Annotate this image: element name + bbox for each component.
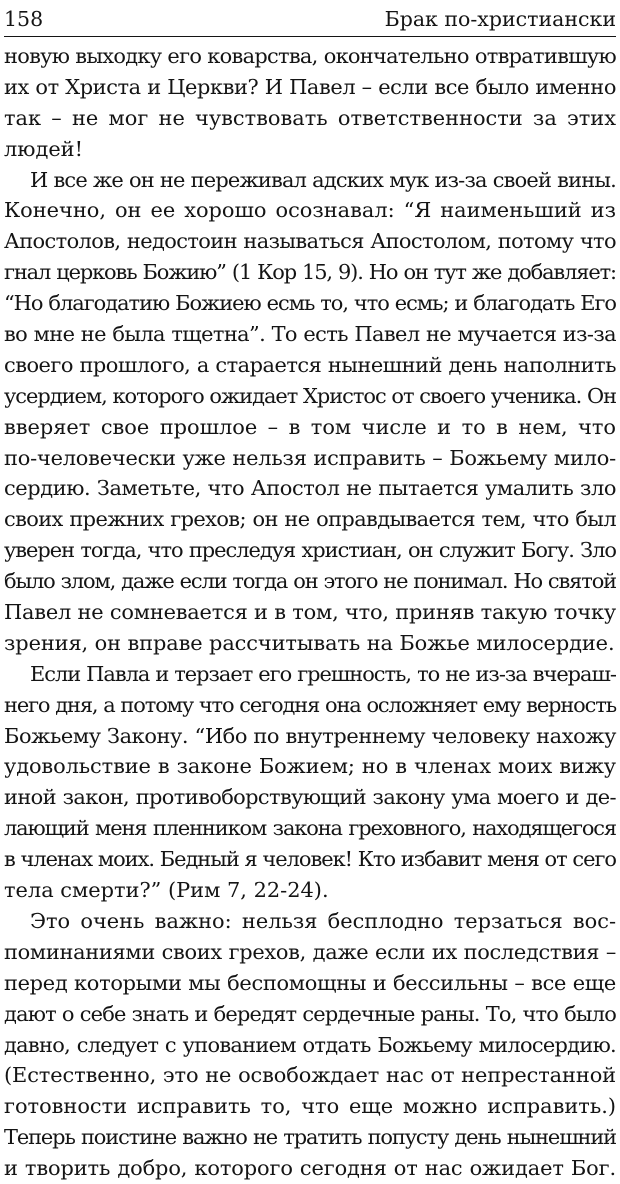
text-line: Павел не сомневается и в том, что, приняв такую точку	[4, 600, 616, 625]
text-line: иной закон, противоборствующий закону ума моего и де-	[4, 785, 616, 810]
text-line: так – не мог не чувствовать ответственности за этих	[4, 105, 616, 130]
text-line: удовольствие в законе Божием; но в членах моих вижу	[4, 754, 616, 779]
text-line: него дня, а потому что сегодня она осложняет ему верность	[4, 692, 616, 717]
body-text	[4, 41, 616, 1184]
running-title: Брак по-христиански	[384, 7, 616, 31]
text-line: готовности исправить то, что еще можно исправить.)	[4, 1094, 616, 1119]
page-number: 158	[4, 7, 44, 31]
text-line: и творить добро, которого сегодня от нас ожидает Бог.	[4, 1156, 616, 1181]
text-line: своего прошлого, а старается нынешний день наполнить	[4, 352, 616, 377]
text-line: “Но благодатию Божиею есмь то, что есмь; и благодать Его	[4, 291, 616, 316]
text-line: (Естественно, это не освобождает нас от непрестанной	[4, 1063, 616, 1088]
text-line: Божьему Закону. “Ибо по внутреннему человеку нахожу	[4, 723, 616, 748]
text-line: тела смерти?” (Рим 7, 22-24).	[4, 878, 329, 903]
text-line: своих прежних грехов; он не оправдывается тем, что был	[4, 507, 616, 532]
text-line: вверяет свое прошлое – в том числе и то в нем, что	[4, 414, 616, 439]
text-line: усердием, которого ожидает Христос от своего ученика. Он	[4, 383, 616, 408]
text-line: их от Христа и Церкви? И Павел – если все было именно	[4, 74, 616, 99]
text-line: гнал церковь Божию” (1 Кор 15, 9). Но он тут же добавляет:	[4, 260, 616, 285]
text-line: Это очень важно: нельзя бесплодно терзаться вос-	[30, 908, 616, 933]
text-line: дают о себе знать и бередят сердечные раны. То, что было	[4, 1001, 616, 1026]
text-line: И все же он не переживал адских мук из-за своей вины.	[30, 167, 616, 192]
text-line: уверен тогда, что преследуя христиан, он служит Богу. Зло	[4, 538, 616, 563]
text-line: перед которыми мы беспомощны и бессильны – все еще	[4, 970, 616, 995]
text-line: во мне не была тщетна”. То есть Павел не мучается из-за	[4, 322, 616, 347]
text-line: по-человечески уже нельзя исправить – Божьему мило-	[4, 445, 616, 470]
text-line: сердию. Заметьте, что Апостол не пытается умалить зло	[4, 476, 616, 501]
text-line: в членах моих. Бедный я человек! Кто избавит меня от сего	[4, 847, 616, 872]
text-line: было злом, даже если тогда он этого не понимал. Но святой	[4, 569, 616, 594]
text-line: Конечно, он ее хорошо осознавал: “Я наименьший из	[4, 198, 616, 223]
text-line: Если Павла и терзает его грешность, то не из-за вчераш-	[30, 661, 616, 686]
text-line: Апостолов, недостоин называться Апостолом, потому что	[4, 229, 616, 254]
text-line: поминаниями своих грехов, даже если их последствия –	[4, 939, 616, 964]
text-line: зрения, он вправе рассчитывать на Божье милосердие.	[4, 630, 615, 655]
text-line: новую выходку его коварства, окончательно отвратившую	[4, 44, 616, 68]
header-rule	[4, 36, 616, 37]
text-line: людей!	[4, 136, 84, 161]
text-line: Теперь поистине важно не тратить попусту день нынешний	[4, 1125, 616, 1150]
running-head	[4, 4, 616, 34]
text-line: давно, следует с упованием отдать Божьему милосердию.	[4, 1032, 616, 1057]
text-line: лающий меня пленником закона греховного, находящегося	[4, 816, 616, 841]
